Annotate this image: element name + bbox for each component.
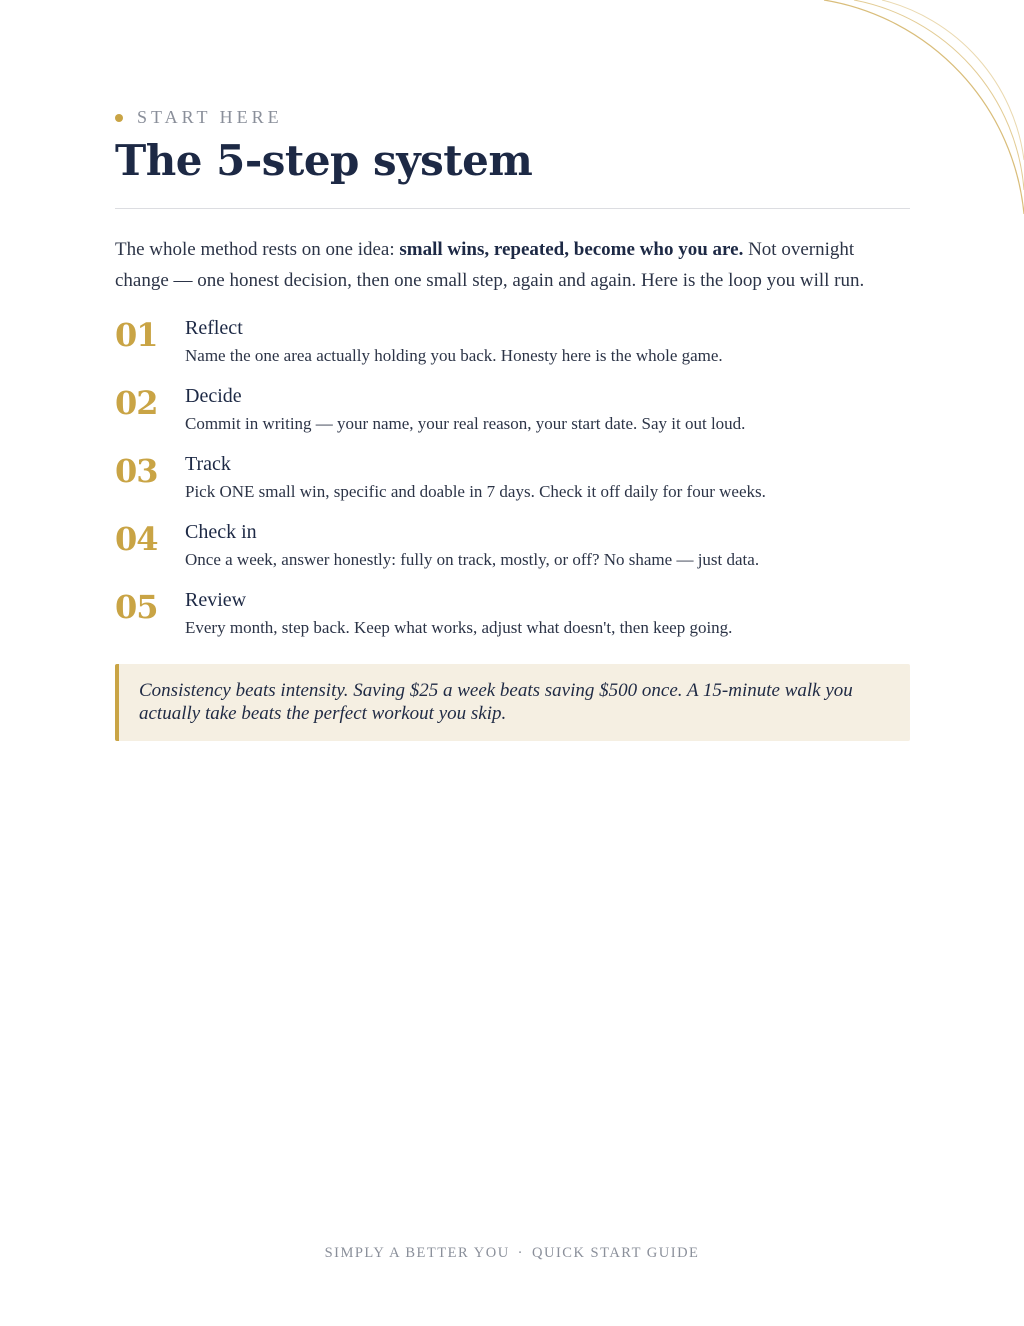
step-description: Name the one area actually holding you back. Honesty here is the whole game. [185, 346, 723, 365]
step-number: 05 [115, 588, 158, 626]
step-number: 02 [115, 384, 158, 422]
decorative-corner-arcs [784, 0, 1024, 240]
steps-list [115, 316, 910, 656]
step-item [115, 520, 910, 588]
step-title: Decide [185, 385, 242, 407]
intro-emphasis: small wins, repeated, become who you are. [399, 239, 744, 260]
intro-text-after: Not overnight change — one honest decision, then one small step, again and again. Here is the loop you will run. [115, 239, 865, 291]
step-number: 04 [115, 520, 158, 558]
section-eyebrow [115, 107, 283, 128]
page-footer [0, 1245, 1024, 1262]
step-item [115, 316, 910, 384]
step-number: 03 [115, 452, 158, 490]
step-title: Reflect [185, 317, 243, 339]
step-item [115, 384, 910, 452]
step-title: Check in [185, 521, 257, 543]
footer-brand: SIMPLY A BETTER YOU [324, 1245, 510, 1261]
page-title: The 5-step system [115, 136, 533, 185]
intro-text-before: The whole method rests on one idea: [115, 239, 400, 260]
bullet-dot-icon [115, 114, 123, 122]
step-description: Once a week, answer honestly: fully on track, mostly, or off? No shame — just data. [185, 550, 760, 569]
eyebrow-label: START HERE [137, 107, 283, 127]
footer-separator: · [517, 1245, 525, 1261]
footer-guide: QUICK START GUIDE [532, 1245, 700, 1261]
title-divider [115, 208, 910, 209]
step-title: Review [185, 589, 247, 611]
callout-quote: Consistency beats intensity. Saving $25 a week beats saving $500 once. A 15-minute walk you actually take beats the perfect workout you skip. [115, 664, 910, 741]
step-description: Pick ONE small win, specific and doable in 7 days. Check it off daily for four weeks. [185, 482, 766, 501]
step-item [115, 588, 910, 656]
step-number: 01 [115, 316, 158, 354]
intro-paragraph [115, 234, 910, 296]
step-description: Every month, step back. Keep what works, adjust what doesn't, then keep going. [185, 618, 733, 637]
step-title: Track [185, 453, 231, 475]
step-description: Commit in writing — your name, your real reason, your start date. Say it out loud. [185, 414, 746, 433]
step-item [115, 452, 910, 520]
